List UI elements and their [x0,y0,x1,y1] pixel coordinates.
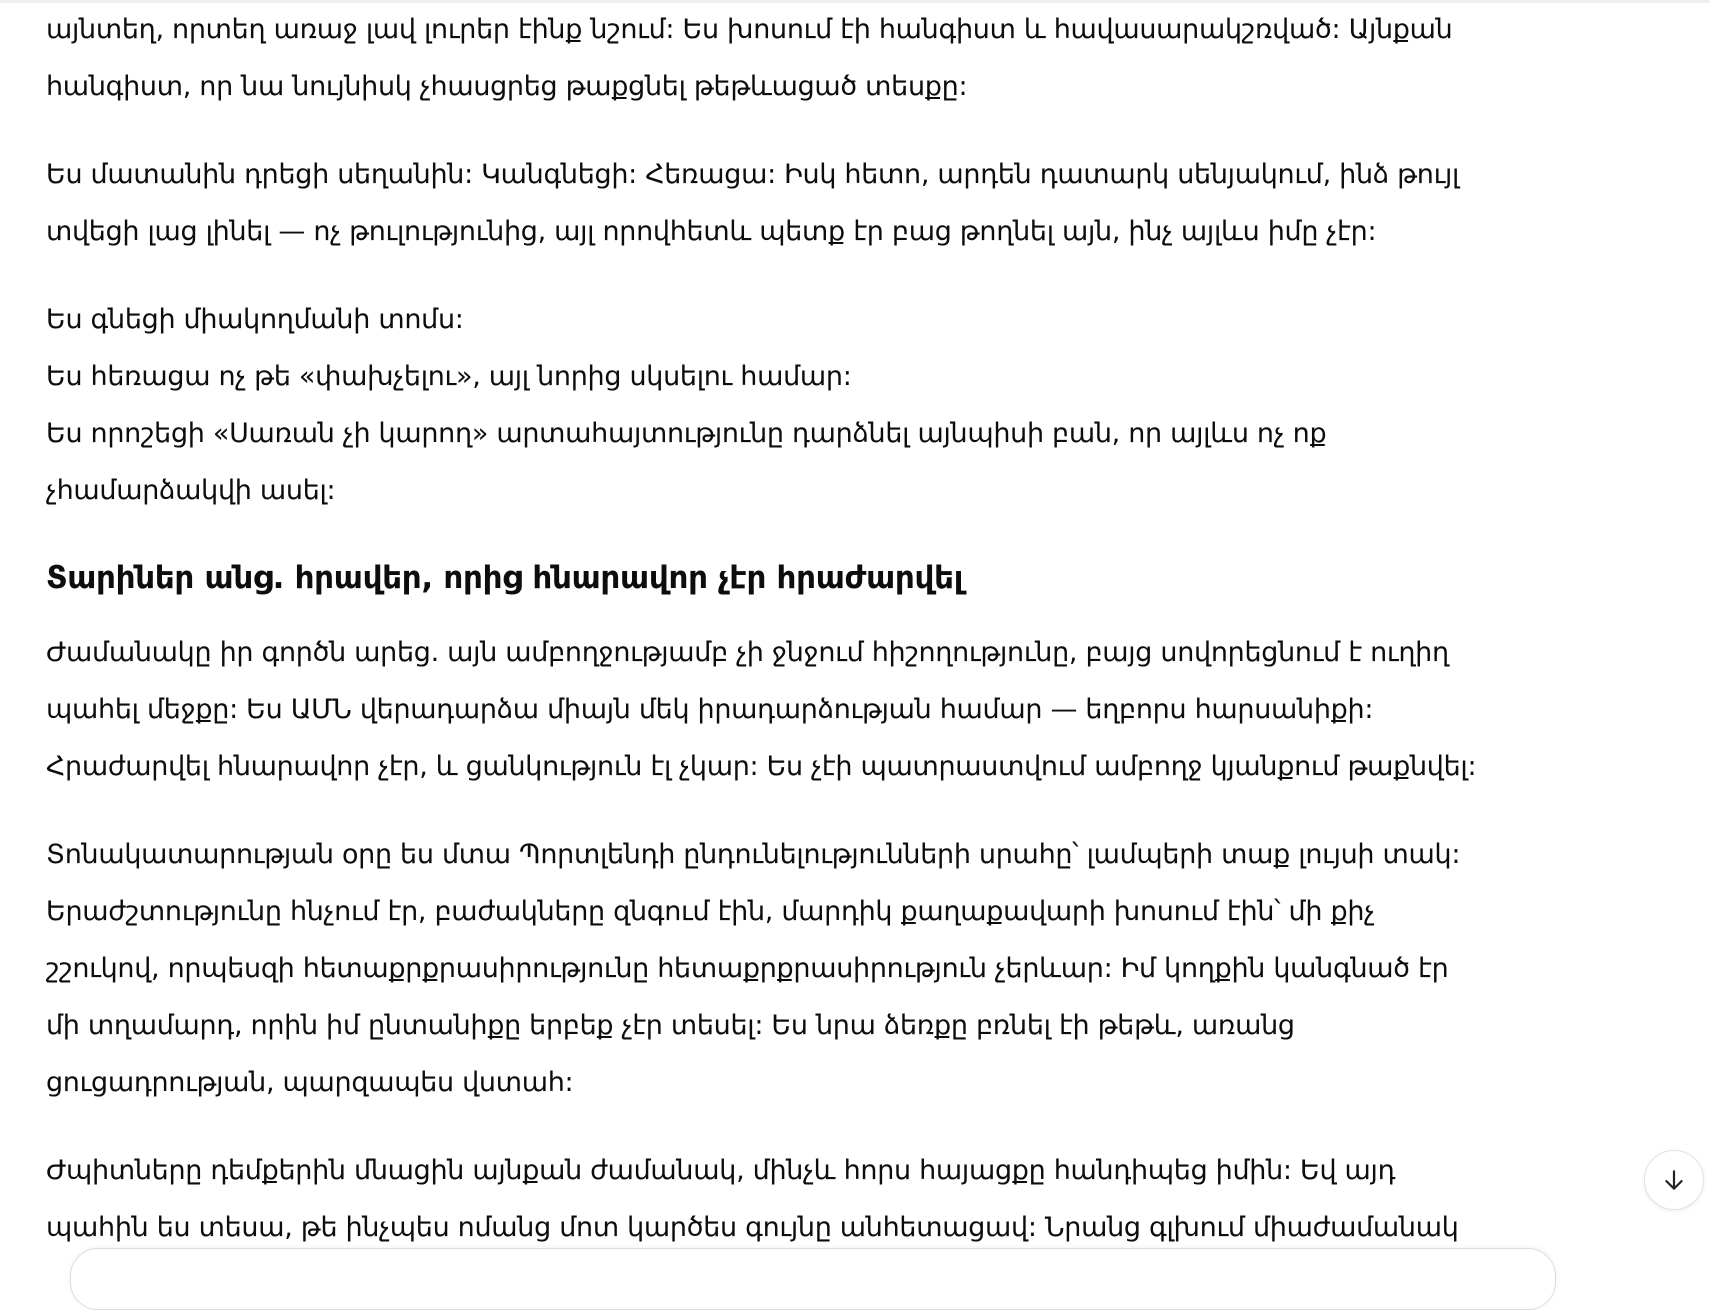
text-line: Ես գնեցի միակողմանի տոմս: [46,304,464,335]
message-content [46,1,1626,1287]
text-line: Ես մատանին դրեցի սեղանին: Կանգնեցի: Հեռացա: Իսկ հետո, արդեն դատարկ սենյակում, ինձ թույլ [46,159,1460,190]
text-line: Հրաժարվել հնարավոր չէր, և ցանկություն էլ չկար: Ես չէի պատրաստվում ամբողջ կյանքում թաքնվել: [46,751,1477,782]
text-line: շշուկով, որպեսզի հետաքրքրասիրությունը հետաքրքրասիրություն չերևար: Իմ կողքին կանգնած էր [46,953,1449,984]
text-line: այնտեղ, որտեղ առաջ լավ լուրեր էինք նշում: Ես խոսում էի հանգիստ և հավասարակշռված: Այնքան [46,14,1453,45]
scroll-to-bottom-button[interactable] [1644,1150,1704,1210]
section-heading: Տարիներ անց. հրավեր, որից հնարավոր չէր հրաժարվել [46,560,964,596]
paragraph [46,1142,1626,1256]
text-line: պահին ես տեսա, թե ինչպես ոմանց մոտ կարծես գույնը անհետացավ: Նրանց գլխում միաժամանակ [46,1212,1459,1243]
paragraph [46,1,1626,115]
text-line: չհամարձակվի ասել: [46,475,336,506]
paragraph [46,146,1626,260]
paragraph [46,826,1626,1111]
text-line: ցուցադրության, պարզապես վստահ: [46,1067,574,1098]
arrow-down-icon [1661,1167,1687,1193]
text-line: Տոնակատարության օրը ես մտա Պորտլենդի ընդունելությունների սրահը՝ լամպերի տաք լույսի տակ: [46,839,1461,870]
text-line: Ժամանակը իր գործն արեց. այն ամբողջությամբ չի ջնջում հիշողությունը, բայց սովորեցնում է ուղիղ [46,637,1449,668]
text-line: տվեցի լաց լինել — ոչ թուլությունից, այլ որովհետև պետք էր բաց թողնել այն, ինչ այլևս իմը չէր: [46,216,1377,247]
paragraph [46,624,1626,795]
text-line: Ես որոշեցի «Սառան չի կարող» արտահայտությունը դարձնել այնպիսի բան, որ այլևս ոչ ոք [46,418,1327,449]
text-line: Ժպիտները դեմքերին մնացին այնքան ժամանակ, մինչև հորս հայացքը հանդիպեց իմին: Եվ այդ [46,1155,1396,1186]
text-line: Ես հեռացա ոչ թե «փախչելու», այլ նորից սկսելու համար: [46,361,852,392]
text-line: Երաժշտությունը հնչում էր, բաժակները զնգում էին, մարդիկ քաղաքավարի խոսում էին՝ մի քիչ [46,896,1375,927]
text-line: մի տղամարդ, որին իմ ընտանիքը երբեք չէր տեսել: Ես նրա ձեռքը բռնել էի թեթև, առանց [46,1010,1295,1041]
paragraph [46,291,1626,519]
text-line: հանգիստ, որ նա նույնիսկ չհասցրեց թաքցնել թեթևացած տեսքը: [46,71,968,102]
text-line: պահել մեջքը: Ես ԱՄՆ վերադարձա միայն մեկ իրադարձության համար — եղբորս հարսանիքի: [46,694,1374,725]
message-composer[interactable] [70,1248,1556,1310]
